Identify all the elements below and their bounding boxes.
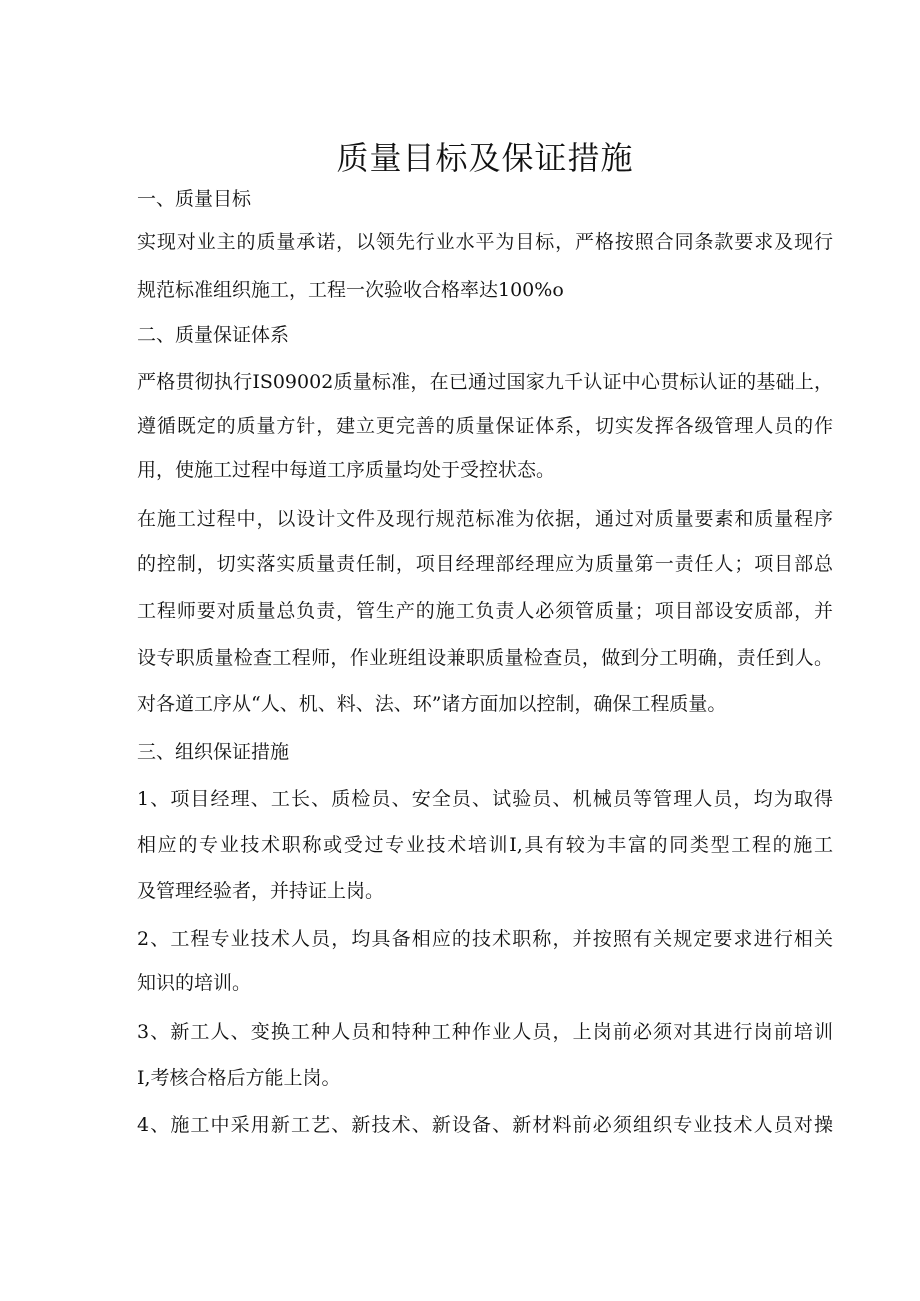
paragraph-line: 及管理经验者，并持证上岗。 (137, 880, 385, 902)
section-heading: 三、组织保证措施 (137, 741, 290, 763)
paragraph-line: 知识的培训。 (137, 972, 252, 994)
paragraph-line: 1、项目经理、工长、质检员、安全员、试验员、机械员等管理人员，均为取得 (137, 788, 833, 810)
paragraph-line: 在施工过程中，以设计文件及现行规范标准为依据，通过对质量要素和质量程序 (137, 508, 833, 530)
paragraph-line: 4、施工中采用新工艺、新技术、新设备、新材料前必须组织专业技术人员对操 (137, 1114, 833, 1136)
paragraph-line: 设专职质量检查工程师，作业班组设兼职质量检查员，做到分工明确，责任到人。 (137, 647, 833, 669)
paragraph-line: 对各道工序从“人、机、料、法、环”诸方面加以控制，确保工程质量。 (137, 693, 727, 715)
paragraph-line: 用，使施工过程中每道工序质量均处于受控状态。 (137, 459, 556, 481)
paragraph-line: I,考核合格后方能上岗。 (137, 1067, 341, 1089)
paragraph-line: 遵循既定的质量方针，建立更完善的质量保证体系，切实发挥各级管理人员的作 (137, 415, 833, 437)
paragraph-line: 实现对业主的质量承诺，以领先行业水平为目标，严格按照合同条款要求及现行 (137, 231, 833, 253)
paragraph-line: 2、工程专业技术人员，均具备相应的技术职称，并按照有关规定要求进行相关 (137, 928, 833, 950)
section-heading: 二、质量保证体系 (137, 324, 290, 346)
section-heading: 一、质量目标 (137, 188, 252, 210)
paragraph-line: 相应的专业技术职称或受过专业技术培训I,具有较为丰富的同类型工程的施工 (137, 834, 833, 856)
paragraph-line: 工程师要对质量总负责，管生产的施工负责人必须管质量；项目部设安质部，并 (137, 600, 833, 622)
paragraph-line: 规范标准组织施工，工程一次验收合格率达100%o (137, 279, 564, 301)
document-title: 质量目标及保证措施 (336, 139, 634, 177)
paragraph-line: 的控制，切实落实质量责任制，项目经理部经理应为质量第一责任人；项目部总 (137, 553, 833, 575)
paragraph-line: 3、新工人、变换工种人员和特种工种作业人员，上岗前必须对其进行岗前培训 (137, 1021, 833, 1043)
paragraph-line: 严格贯彻执行IS09002质量标准，在已通过国家九千认证中心贯标认证的基础上， (137, 371, 833, 393)
